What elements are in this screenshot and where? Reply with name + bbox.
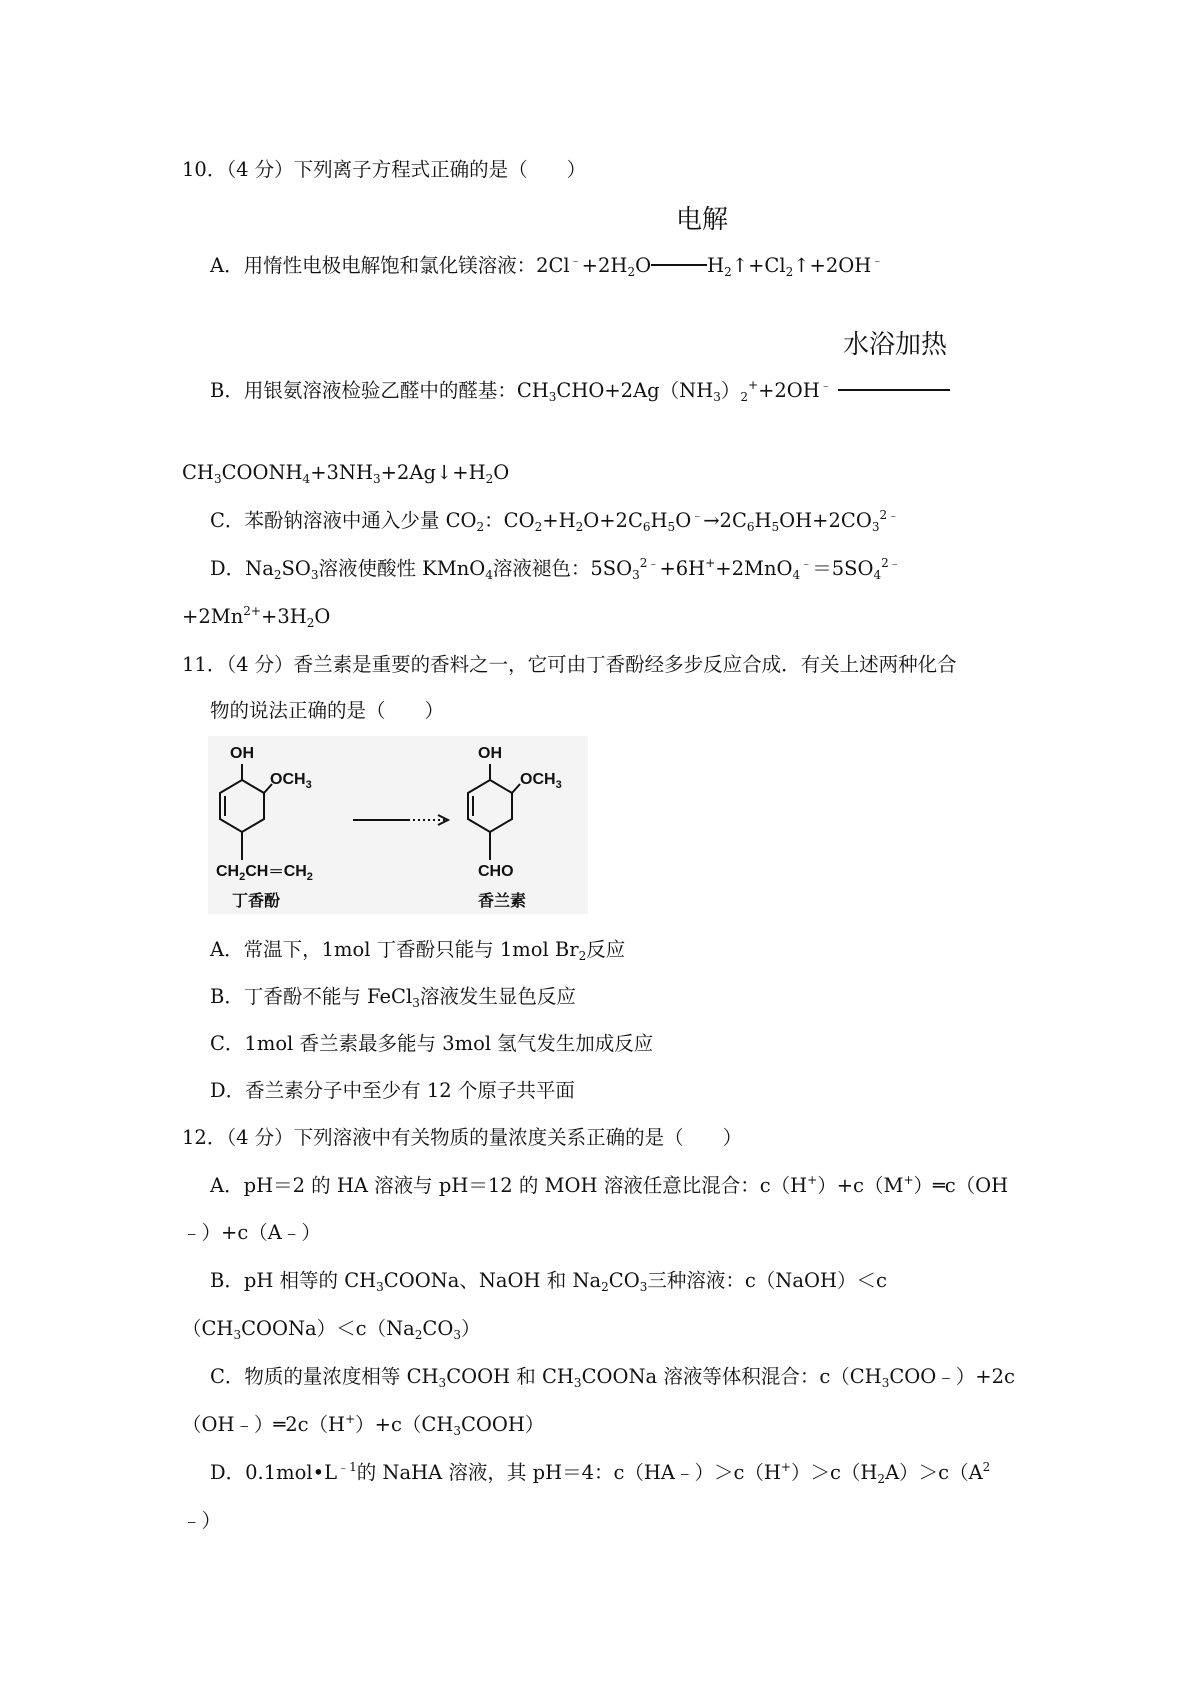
option-10b-line2: $CH_3COONH_4+3NH_3+2Ag↓+H_2O$ xyxy=(182,461,510,486)
option-12b-line1: B．pH 相等的 $CH_3COONa$、NaOH 和 $Na_2CO_3$三种溶液：c（NaOH）＜c xyxy=(210,1269,887,1294)
eugenol-oh-label: OH xyxy=(230,745,254,762)
vanillin-name-label: 香兰素 xyxy=(478,893,527,910)
reaction-condition-line xyxy=(838,389,950,391)
option-12d-line1: D．$0.1mol•L^{﹣1}$的 NaHA 溶液，其 pH＝4：$c(HA﹣)>c(H^+)>c(H_2A)>c(A^2$ xyxy=(210,1460,991,1486)
vanillin-cho-label: CHO xyxy=(478,863,514,880)
reaction-condition-line xyxy=(651,264,707,266)
option-11b: B．丁香酚不能与 FeCl$_3$溶液发生显色反应 xyxy=(210,985,576,1010)
option-12c-line2: $(OH﹣)═2c(H^+)+c(CH_3COOH)$ xyxy=(182,1412,545,1438)
reaction-scheme xyxy=(208,736,588,914)
option-10c: C．苯酚钠溶液中通入少量 $CO_2$：$CO_2+H_2O+2C_6H_5O^﹣\to 2C_6H_5OH+2CO_3^{2﹣}$ xyxy=(210,508,900,534)
option-11d: D．香兰素分子中至少有 12 个原子共平面 xyxy=(210,1079,575,1102)
question-10-stem: 10．（4 分）下列离子方程式正确的是（ ） xyxy=(182,158,587,181)
option-11a: A．常温下，1mol 丁香酚只能与 1mol $Br_2$反应 xyxy=(210,938,626,963)
option-12b-line2: $(CH_3COONa)<c(Na_2CO_3)$ xyxy=(182,1317,481,1342)
condition-electrolysis: 电解 xyxy=(676,205,729,235)
question-11-stem-line2: 物的说法正确的是（ ） xyxy=(210,699,445,722)
eugenol-name-label: 丁香酚 xyxy=(232,893,281,910)
option-10d-line1: D．$Na_2SO_3$溶液使酸性 KMnO$_4$溶液褪色：$5SO_3^{2﹣}+6H^++2MnO_4^﹣=5SO_4^{2﹣}$ xyxy=(210,556,901,582)
option-12a-line2: ﹣）+c（A﹣） xyxy=(182,1221,321,1244)
eugenol-och3-label: $OCH_3$ xyxy=(270,771,312,791)
option-11c: C．1mol 香兰素最多能与 3mol 氢气发生加成反应 xyxy=(210,1032,654,1055)
question-12-stem: 12．（4 分）下列溶液中有关物质的量浓度关系正确的是（ ） xyxy=(182,1126,743,1149)
option-12c-line1: C．物质的量浓度相等 $CH_3COOH$ 和 $CH_3COONa$ 溶液等体积混合：$c(CH_3COO﹣)+2c$ xyxy=(210,1365,1015,1390)
vanillin-oh-label: OH xyxy=(478,745,502,762)
figure-background xyxy=(208,736,588,914)
condition-water-bath: 水浴加热 xyxy=(843,330,948,360)
option-12d-line2: ﹣） xyxy=(182,1509,222,1532)
option-10a: A．用惰性电极电解饱和氯化镁溶液：$2Cl^﹣+2H_2O$ $H_2↑+Cl_2↑+2OH^﹣$ xyxy=(210,253,884,279)
option-10b-line1: B．用银氨溶液检验乙醛中的醛基：$CH_3CHO+2Ag(NH_3)_2^++2OH^﹣$ xyxy=(210,378,950,404)
option-12a-line1: A．pH＝2 的 HA 溶液与 pH＝12 的 MOH 溶液任意比混合：c（H+）+c（M+）═c（OH xyxy=(210,1173,1009,1197)
option-10d-line2: $+2Mn^{2+}+3H_2O$ xyxy=(182,604,331,630)
question-11-stem-line1: 11．（4 分）香兰素是重要的香料之一，它可由丁香酚经多步反应合成．有关上述两种化合 xyxy=(182,653,957,676)
structure-figure xyxy=(208,736,588,914)
vanillin-och3-label: $OCH_3$ xyxy=(520,771,562,791)
eugenol-side-chain-label: $CH_2CH$ ═ $CH_2$ xyxy=(216,863,313,883)
